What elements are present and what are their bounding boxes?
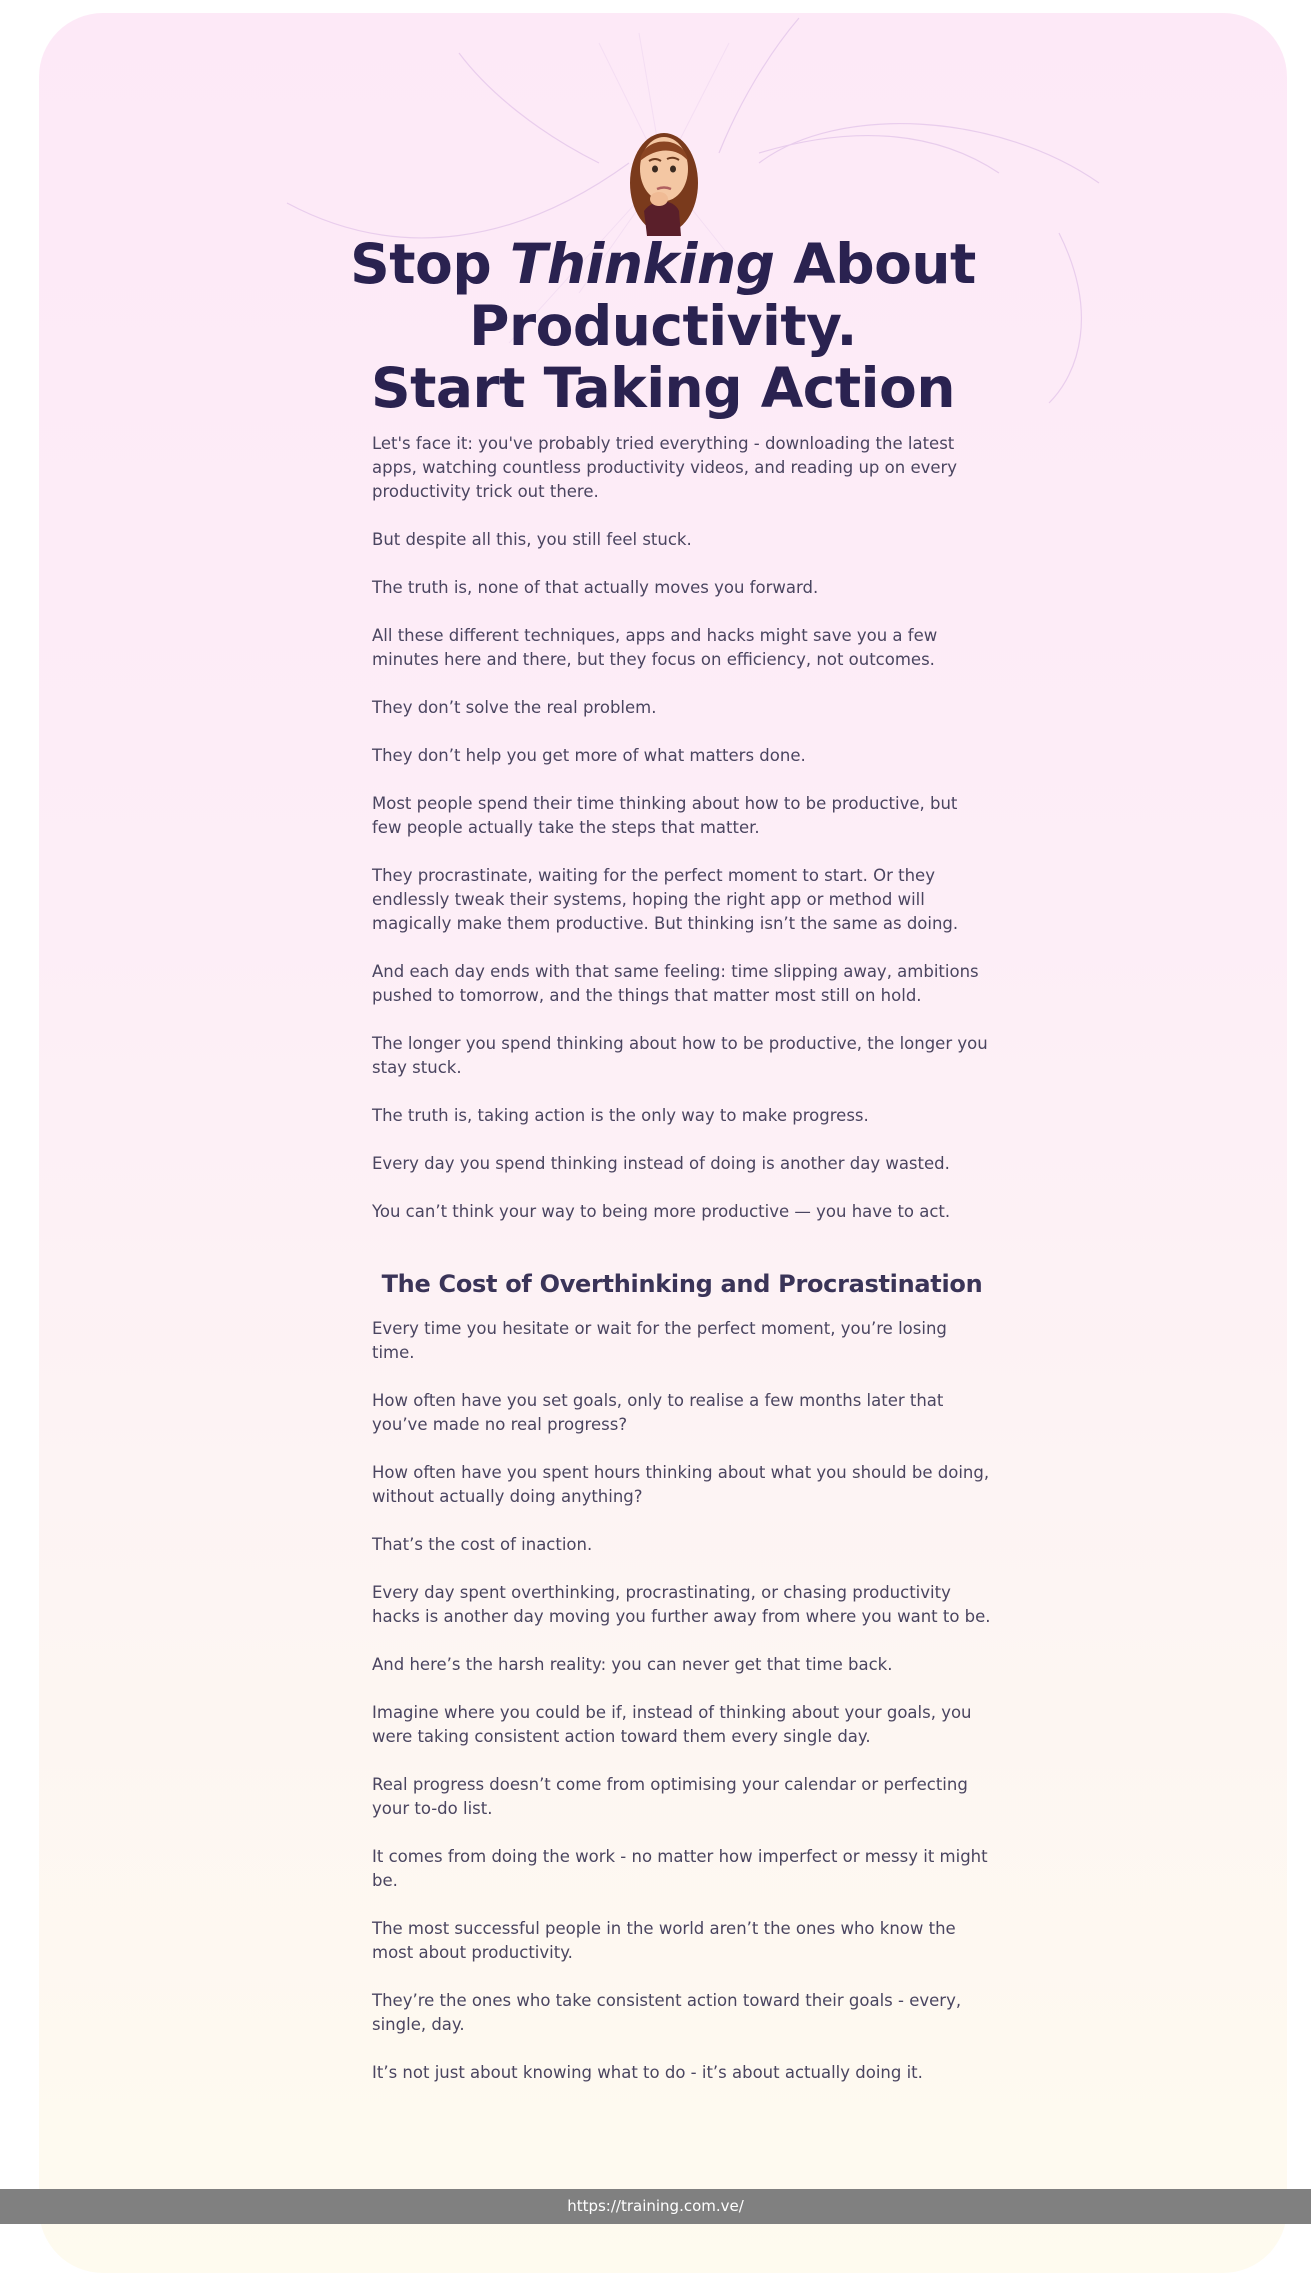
title-line-2: Productivity.	[469, 294, 857, 358]
thinking-woman-avatar-icon	[619, 111, 709, 241]
section-paragraph: Imagine where you could be if, instead of thinking about your goals, you were taking consistent action toward them every single day.	[372, 1703, 972, 1746]
intro-paragraph: And each day ends with that same feeling: time slipping away, ambitions pushed to tomorrow, and the things that matter most still on hold.	[372, 962, 979, 1005]
intro-paragraph: Let's face it: you've probably tried everything - downloading the latest apps, watching countless productivity videos, and reading up on every productivity trick out there.	[372, 434, 958, 501]
intro-paragraph: They don’t solve the real problem.	[372, 698, 657, 717]
section-paragraph: Every time you hesitate or wait for the perfect moment, you’re losing time.	[372, 1319, 947, 1362]
intro-paragraph: Every day you spend thinking instead of doing is another day wasted.	[372, 1154, 950, 1173]
section-paragraph: It’s not just about knowing what to do - it’s about actually doing it.	[372, 2063, 923, 2082]
page-title	[39, 233, 1287, 419]
intro-paragraph: They procrastinate, waiting for the perfect moment to start. Or they endlessly tweak their systems, hoping the right app or method will magically make them productive. But thinking isn’t the same as doing.	[372, 866, 959, 933]
section-paragraph: It comes from doing the work - no matter how imperfect or messy it might be.	[372, 1847, 988, 1890]
section-paragraph: How often have you spent hours thinking about what you should be doing, without actually doing anything?	[372, 1463, 990, 1506]
section-paragraph: And here’s the harsh reality: you can never get that time back.	[372, 1655, 893, 1674]
intro-paragraph: You can’t think your way to being more productive — you have to act.	[372, 1202, 951, 1221]
status-bar-url: https://training.com.ve/	[0, 2189, 1311, 2224]
title-part-2: About	[774, 232, 976, 296]
intro-paragraph: The longer you spend thinking about how to be productive, the longer you stay stuck.	[372, 1034, 988, 1077]
section-paragraph: The most successful people in the world aren’t the ones who know the most about productivity.	[372, 1919, 956, 1962]
intro-paragraph: They don’t help you get more of what matters done.	[372, 746, 806, 765]
section-paragraph: How often have you set goals, only to realise a few months later that you’ve made no real progress?	[372, 1391, 944, 1434]
title-part-1: Stop	[350, 232, 510, 296]
intro-paragraph: The truth is, none of that actually moves you forward.	[372, 578, 819, 597]
hero-card	[39, 13, 1287, 2273]
intro-paragraph: Most people spend their time thinking about how to be productive, but few people actually take the steps that matter.	[372, 794, 958, 837]
section-paragraph: Real progress doesn’t come from optimising your calendar or perfecting your to-do list.	[372, 1775, 968, 1818]
intro-paragraph: The truth is, taking action is the only way to make progress.	[372, 1106, 869, 1125]
title-emphasis: Thinking	[509, 232, 775, 296]
intro-paragraph: But despite all this, you still feel stuck.	[372, 530, 692, 549]
section-paragraph: That’s the cost of inaction.	[372, 1535, 593, 1554]
title-line-3: Start Taking Action	[371, 356, 955, 420]
section-paragraph: Every day spent overthinking, procrastinating, or chasing productivity hacks is another day moving you further away from where you want to be.	[372, 1583, 991, 1626]
section-paragraph: They’re the ones who take consistent action toward their goals - every, single, day.	[372, 1991, 962, 2034]
article-content	[372, 432, 992, 2109]
intro-paragraph: All these different techniques, apps and hacks might save you a few minutes here and there, but they focus on efficiency, not outcomes.	[372, 626, 938, 669]
section-heading: The Cost of Overthinking and Procrastination	[381, 1270, 983, 1298]
